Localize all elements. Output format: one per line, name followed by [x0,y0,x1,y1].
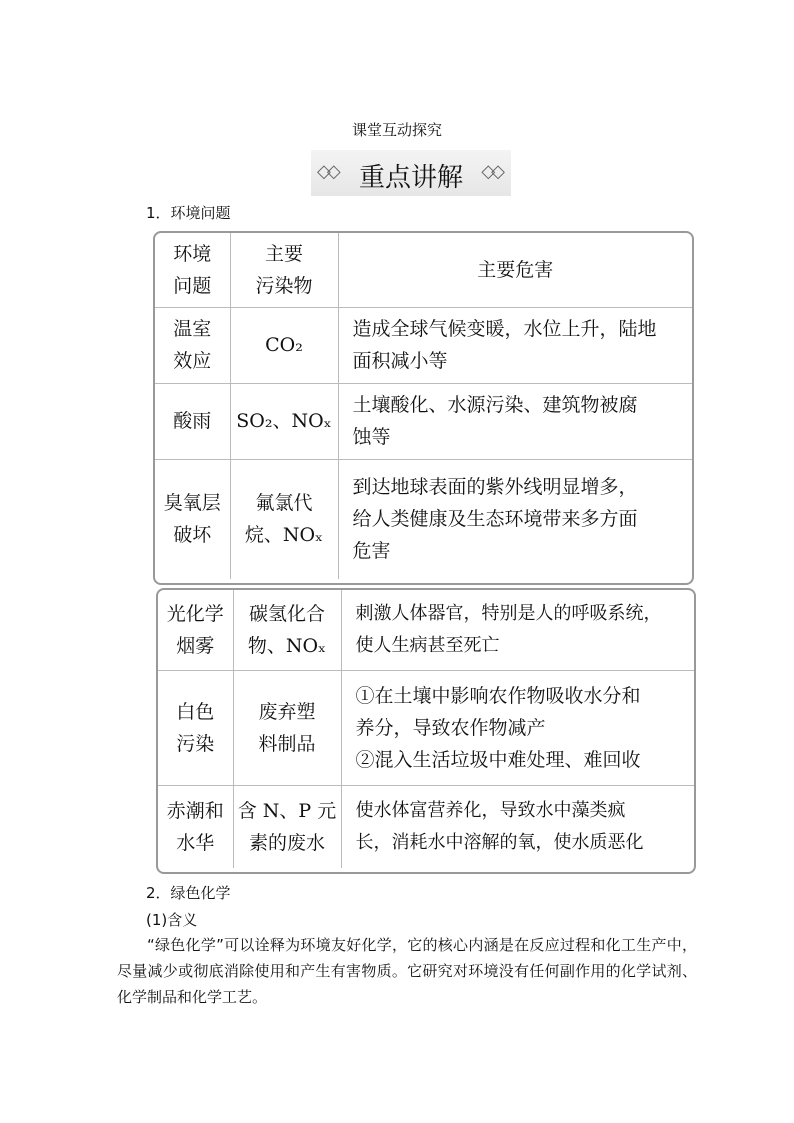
harm-line: 到达地球表面的紫外线明显增多， [352,476,638,499]
environment-table-bottom [158,590,694,868]
pollutant-line: 物、NOₓ [247,634,327,657]
issue-line: 污染 [176,732,215,755]
issue-line: 白色 [176,700,215,723]
sub-heading-meaning: (1)含义 [146,911,198,929]
issue-line: 烟雾 [176,634,215,657]
harm-line: 长，消耗水中溶解的氧，使水质恶化 [355,831,644,853]
section-heading-green-chemistry: 2．绿色化学 [146,884,231,902]
diamond-deco-icon: ◇◇ [481,161,501,182]
header-cell: 主要危害 [338,233,692,307]
issue-cell [158,670,233,785]
pollutant-line: 废弃塑 [258,700,316,723]
harm-cell [338,307,692,383]
issue-line: 破坏 [173,524,212,547]
pollutant-line: 含 N、P 元 [237,799,337,822]
issue-line: 酸雨 [173,410,212,432]
issue-cell [155,459,230,579]
table-row [155,459,692,579]
harm-line: 蚀等 [352,426,391,448]
harm-line: ①在土壤中影响农作物吸收水分和 [355,684,641,707]
banner-title: 重点讲解 [358,163,463,193]
pollutant-line: 碳氢化合 [248,602,325,625]
harm-line: 养分，导致农作物减产 [355,716,546,739]
pollutant-line: 素的废水 [248,831,325,854]
harm-line: 土壤酸化、水源污染、建筑物被腐 [352,394,638,416]
issue-line: 赤潮和 [166,799,224,822]
diamond-deco-icon: ◇◇ [317,161,337,182]
harm-cell [341,670,694,785]
pollutant-line: 烷、NOₓ [244,524,324,547]
issue-cell [158,590,233,670]
pollutant-line: CO₂ [265,334,303,356]
issue-line: 效应 [173,350,212,372]
issue-line: 温室 [173,318,212,340]
pollutant-line: SO₂、NOₓ [236,410,332,432]
table-header-row [155,233,692,307]
harm-line: 危害 [352,540,391,563]
harm-cell [341,590,694,670]
header-cell [155,233,230,307]
harm-line: 给人类健康及生态环境带来多方面 [352,508,638,531]
harm-line: 面积减小等 [352,350,448,372]
pollutant-cell [230,459,338,579]
pollutant-cell [230,383,338,459]
header-line: 问题 [173,274,212,297]
issue-line: 光化学 [166,602,224,625]
pollutant-cell [233,590,341,670]
issue-line: 水华 [176,831,215,854]
harm-line: 使水体富营养化，导致水中藻类疯 [355,799,626,821]
issue-cell [158,785,233,868]
pollutant-line: 氟氯代 [255,492,313,515]
pollutant-cell [230,307,338,383]
table-part-2 [156,588,696,874]
table-row [155,307,692,383]
header-line: 环境 [173,242,212,265]
header-cell [230,233,338,307]
harm-line: 使人生病甚至死亡 [355,634,500,656]
pollutant-cell [233,670,341,785]
environment-table-top [155,233,692,579]
table-row [158,590,694,670]
harm-cell [338,383,692,459]
table-row [158,670,694,785]
issue-line: 臭氧层 [163,492,221,515]
issue-cell [155,383,230,459]
pollutant-line: 料制品 [258,732,316,755]
section-heading-environment: 1．环境问题 [146,204,231,222]
header-line: 主要 [264,242,303,265]
section-banner [311,150,511,196]
harm-cell [338,459,692,579]
pollutant-cell [233,785,341,868]
definition-paragraph: “绿色化学”可以诠释为环境友好化学，它的核心内涵是在反应过程和化工生产中，尽量减少或彻底消除使用和产生有害物质。它研究对环境没有任何副作用的化学试剂、化学制品和化学工艺。 [117,936,697,1006]
harm-line: ②混入生活垃圾中难处理、难回收 [355,748,641,771]
page-title: 课堂互动探究 [351,121,442,139]
harm-cell [341,785,694,868]
harm-line: 刺激人体器官，特别是人的呼吸系统， [355,602,662,624]
header-line: 污染物 [255,274,313,297]
harm-line: 造成全球气候变暖，水位上升，陆地 [352,318,657,340]
table-part-1 [153,231,694,585]
table-row [158,785,694,868]
table-row [155,383,692,459]
issue-cell [155,307,230,383]
